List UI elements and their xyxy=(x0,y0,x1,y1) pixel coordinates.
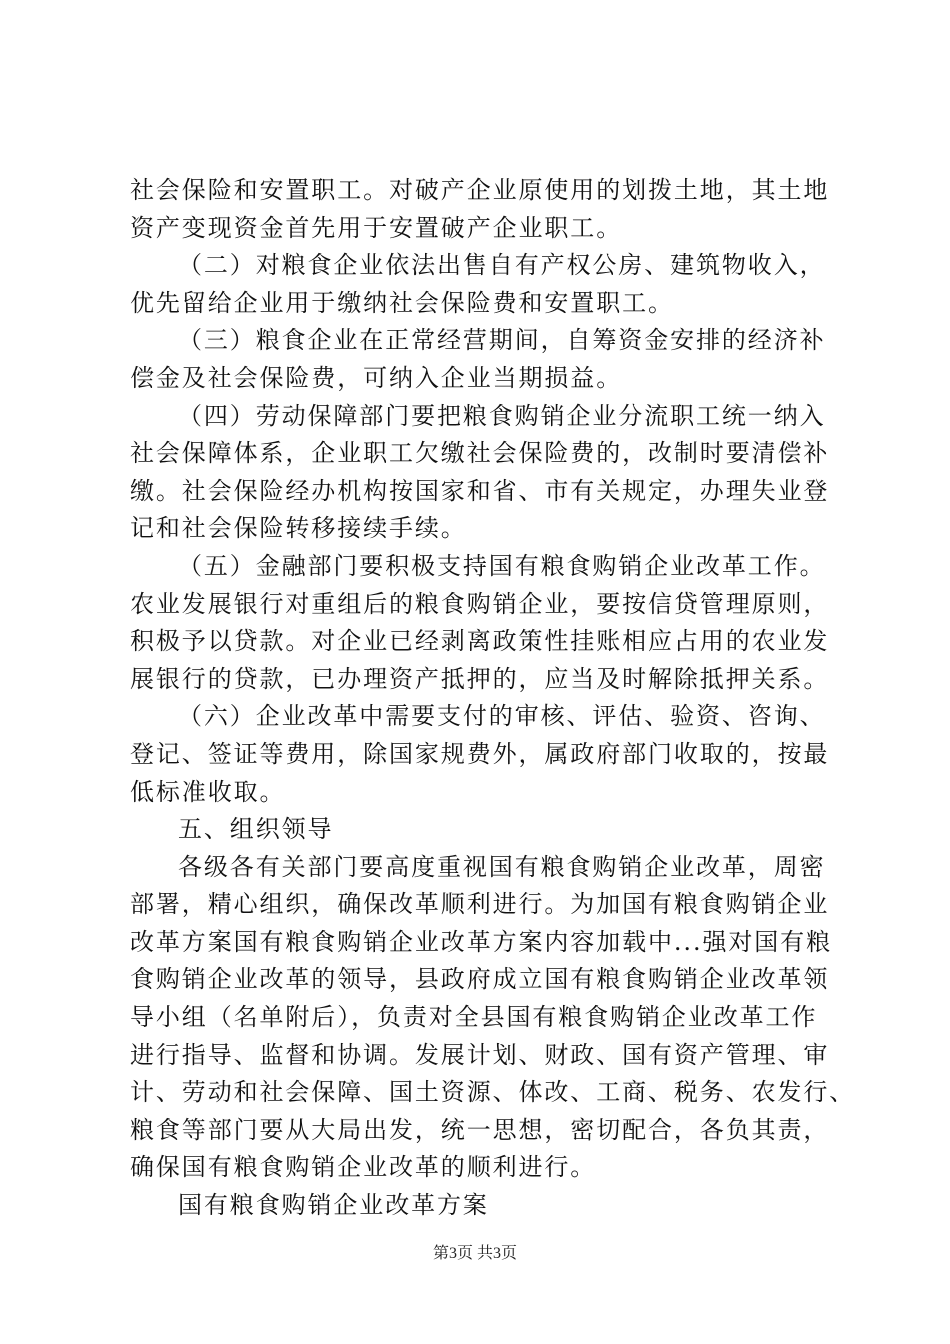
text-line: 低标准收取。 xyxy=(130,777,286,806)
text-line: 资产变现资金首先用于安置破产企业职工。 xyxy=(130,213,623,242)
text-line: 社会保障体系，企业职工欠缴社会保险费的，改制时要清偿补 xyxy=(130,439,830,468)
text-line: 优先留给企业用于缴纳社会保险费和安置职工。 xyxy=(130,288,674,317)
text-line: 展银行的贷款，已办理资产抵押的，应当及时解除抵押关系。 xyxy=(130,664,830,693)
text-line: 积极予以贷款。对企业已经剥离政策性挂账相应占用的农业发 xyxy=(130,627,830,656)
text-line: 缴。社会保险经办机构按国家和省、市有关规定，办理失业登 xyxy=(130,476,830,505)
text-line: 食购销企业改革的领导，县政府成立国有粮食购销企业改革领 xyxy=(130,965,830,994)
text-line: （五）金融部门要积极支持国有粮食购销企业改革工作。 xyxy=(178,551,826,580)
text-line: 各级各有关部门要高度重视国有粮食购销企业改革，周密 xyxy=(178,852,826,881)
text-line: 偿金及社会保险费，可纳入企业当期损益。 xyxy=(130,363,623,392)
section-heading: 五、组织领导 xyxy=(178,815,334,844)
text-line: 确保国有粮食购销企业改革的顺利进行。 xyxy=(130,1153,597,1182)
text-line: 进行指导、监督和协调。发展计划、财政、国有资产管理、审 xyxy=(130,1040,830,1069)
text-line: 农业发展银行对重组后的粮食购销企业，要按信贷管理原则， xyxy=(130,589,830,618)
text-line: 部署，精心组织，确保改革顺利进行。为加国有粮食购销企业 xyxy=(130,890,830,919)
document-title-line: 国有粮食购销企业改革方案 xyxy=(178,1191,489,1220)
text-line: （二）对粮食企业依法出售自有产权公房、建筑物收入， xyxy=(178,251,826,280)
text-line: 计、劳动和社会保障、国土资源、体改、工商、税务、农发行、 xyxy=(130,1078,856,1107)
text-line: 导小组（名单附后），负责对全县国有粮食购销企业改革工作 xyxy=(130,1003,818,1032)
document-body xyxy=(130,172,856,1225)
text-line: 粮食等部门要从大局出发，统一思想，密切配合，各负其责， xyxy=(130,1115,830,1144)
text-line: 记和社会保险转移接续手续。 xyxy=(130,514,467,543)
page-number-footer: 第3页 共3页 xyxy=(432,1245,517,1262)
text-line: （六）企业改革中需要支付的审核、评估、验资、咨询、 xyxy=(178,702,826,731)
text-line: 改革方案国有粮食购销企业改革方案内容加载中...强对国有粮 xyxy=(130,927,832,956)
text-line: 社会保险和安置职工。对破产企业原使用的划拨土地，其土地 xyxy=(130,176,830,204)
text-line: （四）劳动保障部门要把粮食购销企业分流职工统一纳入 xyxy=(178,401,826,430)
text-line: （三）粮食企业在正常经营期间，自筹资金安排的经济补 xyxy=(178,326,826,355)
text-line: 登记、签证等费用，除国家规费外，属政府部门收取的，按最 xyxy=(130,739,830,768)
